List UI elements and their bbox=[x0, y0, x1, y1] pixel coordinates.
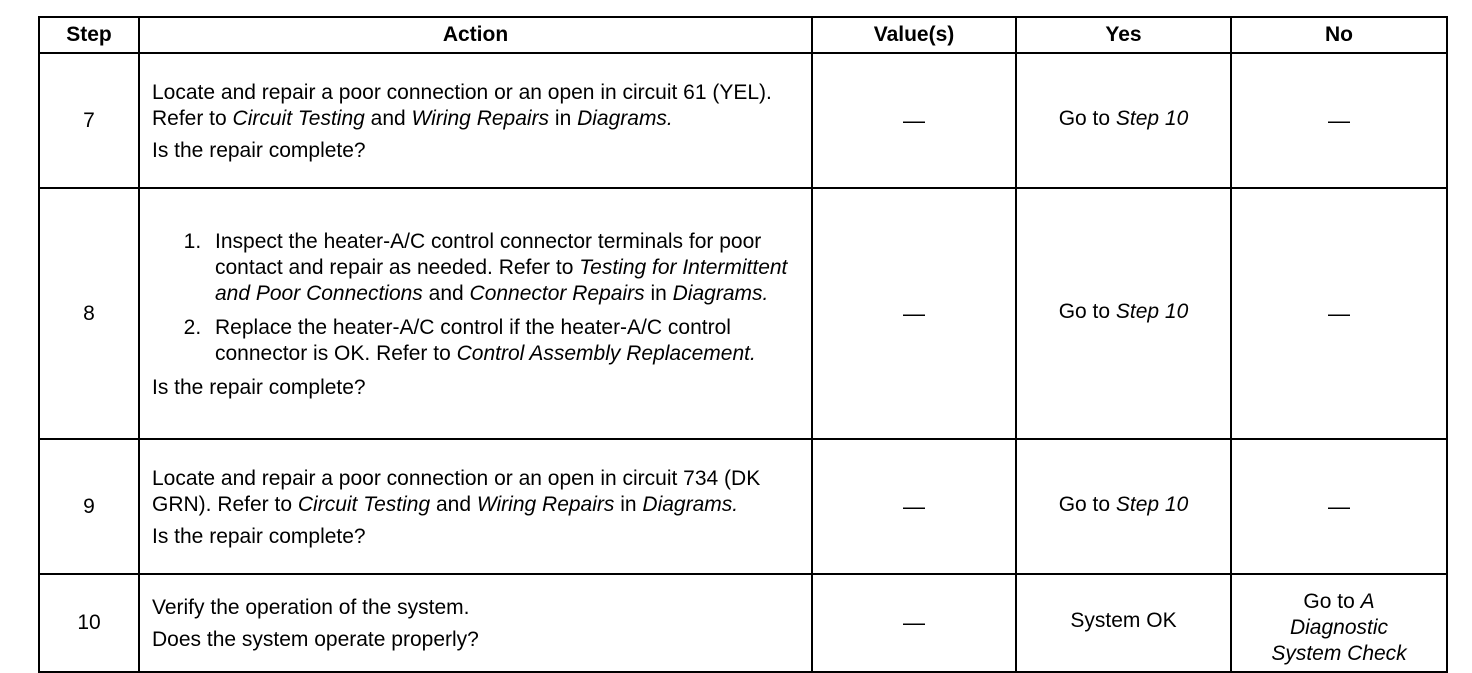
ref-control-assembly: Control Assembly Replacement. bbox=[456, 341, 756, 365]
table-row bbox=[39, 53, 1447, 188]
no-cell bbox=[1231, 574, 1447, 672]
ref-wiring-repairs: Wiring Repairs bbox=[411, 106, 550, 130]
no-line: Diagnostic bbox=[1289, 616, 1389, 639]
action-question: Does the system operate properly? bbox=[152, 628, 479, 651]
ref-diagrams: Diagrams. bbox=[642, 492, 739, 516]
yes-cell: Go to Step 10 bbox=[1016, 439, 1231, 574]
action-cell bbox=[139, 574, 812, 672]
ref-circuit-testing: Circuit Testing bbox=[232, 106, 365, 130]
no-cell: — bbox=[1231, 439, 1447, 574]
action-cell bbox=[139, 53, 812, 188]
action-list bbox=[152, 229, 801, 367]
yes-cell: System OK bbox=[1016, 574, 1231, 672]
action-list-item: 1. Inspect the heater-A/C control connector terminals for poor contact and repair as needed. Refer to Testing for Intermittent and Poor Connections and Connector Repairs in Diagrams. bbox=[207, 229, 801, 307]
action-question: Is the repair complete? bbox=[152, 138, 366, 162]
header-no: No bbox=[1231, 17, 1447, 53]
step-ref: Step 10 bbox=[1115, 492, 1189, 516]
table-row bbox=[39, 439, 1447, 574]
yes-cell: Go to Step 10 bbox=[1016, 188, 1231, 439]
step-number: 7 bbox=[39, 53, 139, 188]
value-cell: — bbox=[812, 574, 1016, 672]
table-row bbox=[39, 574, 1447, 672]
ref-diagrams: Diagrams. bbox=[577, 106, 673, 130]
action-question: Is the repair complete? bbox=[152, 375, 366, 399]
header-value: Value(s) bbox=[812, 17, 1016, 53]
no-line: Go to A bbox=[1303, 590, 1375, 613]
no-cell: — bbox=[1231, 188, 1447, 439]
action-cell bbox=[139, 188, 812, 439]
action-text: Verify the operation of the system. bbox=[152, 596, 470, 619]
no-cell: — bbox=[1231, 53, 1447, 188]
ref-diagrams: Diagrams. bbox=[672, 281, 769, 305]
value-cell: — bbox=[812, 188, 1016, 439]
ref-wiring-repairs: Wiring Repairs bbox=[476, 492, 615, 516]
action-list-item: 2. Replace the heater-A/C control if the heater-A/C control connector is OK. Refer to Control Assembly Replacement. bbox=[207, 315, 801, 367]
action-text: Locate and repair a poor connection or an open in circuit 734 (DK GRN). Refer to Circuit Testing and Wiring Repairs in Diagrams. bbox=[152, 466, 761, 516]
step-number: 8 bbox=[39, 188, 139, 439]
header-action: Action bbox=[139, 17, 812, 53]
action-question: Is the repair complete? bbox=[152, 524, 366, 548]
step-number: 9 bbox=[39, 439, 139, 574]
header-step: Step bbox=[39, 17, 139, 53]
header-row bbox=[39, 17, 1447, 53]
ref-testing-intermittent: Testing for Intermittent and Poor Connections bbox=[215, 255, 788, 305]
diagnostic-table bbox=[38, 16, 1448, 673]
value-cell: — bbox=[812, 53, 1016, 188]
step-ref: Step 10 bbox=[1115, 106, 1189, 130]
value-cell: — bbox=[812, 439, 1016, 574]
table-row bbox=[39, 188, 1447, 439]
yes-cell: Go to Step 10 bbox=[1016, 53, 1231, 188]
no-line: System Check bbox=[1271, 642, 1407, 665]
step-ref: Step 10 bbox=[1115, 299, 1189, 323]
action-text: Locate and repair a poor connection or an open in circuit 61 (YEL). Refer to Circuit Testing and Wiring Repairs in Diagrams. bbox=[152, 80, 772, 130]
header-yes: Yes bbox=[1016, 17, 1231, 53]
step-number: 10 bbox=[39, 574, 139, 672]
ref-connector-repairs: Connector Repairs bbox=[469, 281, 645, 305]
ref-circuit-testing: Circuit Testing bbox=[297, 492, 431, 516]
action-cell bbox=[139, 439, 812, 574]
